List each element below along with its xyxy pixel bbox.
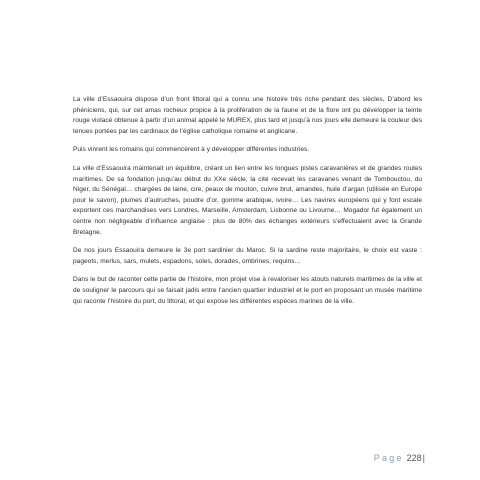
paragraph-sardine-port: De nos jours Essaouira demeure le 3e port sardinier du Maroc. Si la sardine reste majoritaire, le choix est vaste : pageots, merlus, sars, mulets, espadons, soles, dorades, ombrines, requins… [73, 247, 422, 265]
page-label: Page [373, 453, 404, 463]
body-text [73, 95, 422, 315]
page-number: 228 [406, 453, 422, 463]
page-footer [374, 452, 425, 464]
paragraph-project-goal: Dans le but de raconter cette partie de l’histoire, mon projet vise à revaloriser les atouts naturels maritimes de la ville et de souligner le parcours qui se faisait jadis entre l’ancien quartier industriel et le port en proposant un musée maritime qui raconte l’histoire du port, du littoral, et qui expose les différentes espèces marines de la ville. [73, 276, 422, 305]
paragraph-murex-history: La ville d’Essaouira dispose d’un front littoral qui a connu une histoire très riche pendant des siècles, D’abord les phéniciens, qui, sur cet amas rocheux propice à la prolifération de la faune et de la flore ont pu développer la teinte rouge violacé obtenue à partir d’un animal appelé le MUREX, plus tard et jusqu’à nos jours elle demeure la couleur des tenues portées par les cardinaux de l’église catholique romaine et anglicane. [73, 96, 422, 135]
page-separator: | [422, 453, 425, 463]
paragraph-trade-routes: La ville d’Essaouira maintenait un équilibre, créant un lien entre les longues pistes caravanières et de grandes routes maritimes. De sa fondation jusqu’au début du XXe siècle, la cité recevait les caravanes venant de Tombouctou, du Niger, du Sénégal… chargées de laine, cire, peaux de mouton, cuivre brut, amandes, huile d’argan (utilisée en Europe pour le savon), plumes d’autruches, poudre d’or, gomme arabique, ivoire… Les navires européens qui y font escale exportent ces marchandises vers Londres, Marseille, Amsterdam, Lisbonne ou Livourne… Mogador fut également un centre non négligeable d’influence anglaise : plus de 80% des échanges extérieurs s’effectuaient avec la Grande Bretagne. [73, 164, 422, 236]
paragraph-romans: Puis vinrent les romains qui commencèrent à y développer différentes industries. [73, 146, 310, 154]
